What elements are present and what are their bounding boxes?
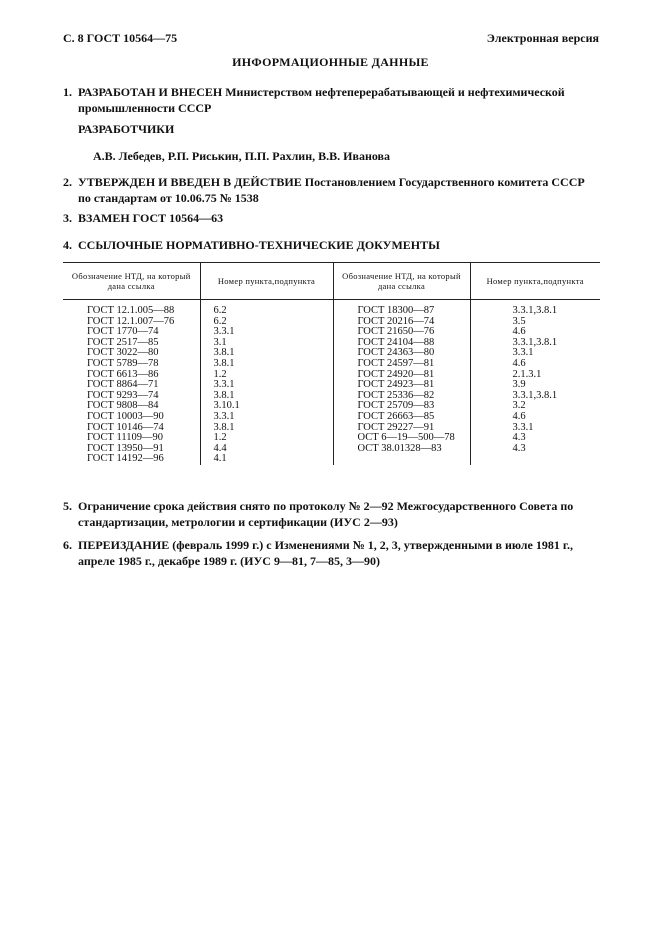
table-cell-value: ГОСТ 21650—76 <box>357 326 435 338</box>
table-cell-value: ГОСТ 26663—85 <box>357 410 435 422</box>
table-cell-value: ГОСТ 25709—83 <box>357 400 435 412</box>
header-item-right: Номер пункта,подпункта <box>470 263 600 300</box>
table-cell-value: 4.6 <box>512 326 526 338</box>
table-cell-value: 3.9 <box>512 379 526 391</box>
table-cell-value: 3.3.1,3.8.1 <box>512 336 558 348</box>
table-cell-value: 3.3.1 <box>213 326 235 338</box>
section-5 <box>63 498 599 530</box>
table-cell-value: 3.10.1 <box>213 400 240 412</box>
table-cell-value: ГОСТ 14192—96 <box>87 453 164 465</box>
table-cell-value: ГОСТ 2517—85 <box>87 336 159 348</box>
table-cell-value: ГОСТ 20216—74 <box>357 315 435 327</box>
table-cell-value: 3.8.1 <box>213 347 235 359</box>
table-cell-value: 3.8.1 <box>213 421 235 433</box>
table-cell-value: 4.1 <box>213 453 227 465</box>
right-items-cell <box>470 300 600 465</box>
section-number: 1. <box>63 85 72 99</box>
table-cell-value: ГОСТ 24923—81 <box>357 379 435 391</box>
table-cell-value: ОСТ 38.01328—83 <box>357 442 442 454</box>
table-cell-value: 2.1.3.1 <box>512 368 542 380</box>
section-text: ВЗАМЕН ГОСТ 10564—63 <box>78 211 224 225</box>
table-cell-value: 3.3.1 <box>213 410 235 422</box>
table-cell-value: ГОСТ 9293—74 <box>87 389 159 401</box>
table-cell-value: ГОСТ 18300—87 <box>357 305 435 316</box>
table-cell-value: ГОСТ 6613—86 <box>87 368 159 380</box>
table-cell-value: 4.4 <box>213 442 227 454</box>
section-number: 2. <box>63 175 72 189</box>
section-number: 6. <box>63 538 72 552</box>
left-docs-cell <box>63 300 200 465</box>
right-docs-cell <box>333 300 470 465</box>
table-cell-value: ГОСТ 24597—81 <box>357 357 435 369</box>
table-cell-value: 1.2 <box>213 368 227 380</box>
table-cell-value: ОСТ 6—19—500—78 <box>357 432 455 444</box>
table-cell-value: ГОСТ 24920—81 <box>357 368 435 380</box>
table-cell-value: 4.3 <box>512 442 526 454</box>
page-header-version: Электронная версия <box>486 31 599 45</box>
header-doc-left: Обозначение НТД, на который дана ссылка <box>63 263 200 300</box>
page-title: ИНФОРМАЦИОННЫЕ ДАННЫЕ <box>232 55 429 69</box>
table-cell-value: 3.3.1,3.8.1 <box>512 389 558 401</box>
section-text: РАЗРАБОТАН И ВНЕСЕН Министерством нефтеперерабатывающей и нефтехимической промышленности СССР <box>78 85 565 115</box>
table-cell-value: ГОСТ 10003—90 <box>87 410 164 422</box>
table-cell-value: ГОСТ 13950—91 <box>87 442 164 454</box>
developers-heading: РАЗРАБОТЧИКИ <box>78 122 175 136</box>
section-text: ССЫЛОЧНЫЕ НОРМАТИВНО-ТЕХНИЧЕСКИЕ ДОКУМЕНТЫ <box>78 238 440 252</box>
section-text: Ограничение срока действия снято по протоколу № 2—92 Межгосударственного Совета по стандартизации, метрологии и сертификации (ИУС 2—93) <box>78 499 574 529</box>
reference-documents-table <box>63 262 600 465</box>
table-cell-value: ГОСТ 12.1.007—76 <box>87 315 175 327</box>
table-cell-value: ГОСТ 5789—78 <box>87 357 159 369</box>
section-6 <box>63 537 599 569</box>
table-cell-value: 3.5 <box>512 315 526 327</box>
table-cell-value: 4.6 <box>512 410 526 422</box>
table-cell-value: ГОСТ 8864—71 <box>87 379 159 391</box>
table-cell-value: ГОСТ 25336—82 <box>357 389 435 401</box>
table-cell-value: ГОСТ 12.1.005—88 <box>87 305 175 316</box>
table-cell-value: 6.2 <box>213 305 227 316</box>
table-cell-value: ГОСТ 3022—80 <box>87 347 159 359</box>
table-cell-value: 3.8.1 <box>213 389 235 401</box>
section-2 <box>63 174 599 206</box>
section-3 <box>63 210 599 226</box>
header-doc-right: Обозначение НТД, на который дана ссылка <box>333 263 470 300</box>
header-item-left: Номер пункта,подпункта <box>200 263 333 300</box>
section-text: ПЕРЕИЗДАНИЕ (февраль 1999 г.) с Изменениями № 1, 2, 3, утвержденными в июле 1981 г., апреле 1985 г., декабре 1989 г. (ИУС 9—81, 7—85, 3—90) <box>78 538 573 568</box>
section-number: 4. <box>63 238 72 252</box>
table-cell-value: ГОСТ 11109—90 <box>87 432 164 444</box>
page-header-standard: С. 8 ГОСТ 10564—75 <box>63 31 178 45</box>
table-cell-value: ГОСТ 24363—80 <box>357 347 435 359</box>
section-text: УТВЕРЖДЕН И ВВЕДЕН В ДЕЙСТВИЕ Постановлением Государственного комитета СССР по стандартам от 10.06.75 № 1538 <box>78 175 585 205</box>
developers-list: А.В. Лебедев, Р.П. Риськин, П.П. Рахлин, В.В. Иванова <box>93 149 391 163</box>
table-cell-value: ГОСТ 29227—91 <box>357 421 435 433</box>
table-cell-value: 3.3.1 <box>512 421 534 433</box>
table-cell-value: ГОСТ 9808—84 <box>87 400 159 412</box>
section-number: 3. <box>63 211 72 225</box>
table-cell-value: ГОСТ 24104—88 <box>357 336 435 348</box>
table-cell-value: 3.1 <box>213 336 227 348</box>
table-cell-value: 3.3.1,3.8.1 <box>512 305 558 316</box>
table-cell-value: 3.2 <box>512 400 526 412</box>
table-cell-value: 3.3.1 <box>213 379 235 391</box>
left-items-cell <box>200 300 333 465</box>
table-cell-value: 3.3.1 <box>512 347 534 359</box>
table-cell-value: 6.2 <box>213 315 227 327</box>
table-cell-value: ГОСТ 10146—74 <box>87 421 164 433</box>
section-number: 5. <box>63 499 72 513</box>
section-4 <box>63 237 599 253</box>
table-cell-value: 4.3 <box>512 432 526 444</box>
table-cell-value: 1.2 <box>213 432 227 444</box>
section-1 <box>63 84 599 116</box>
table-cell-value: 4.6 <box>512 357 526 369</box>
table-cell-value: ГОСТ 1770—74 <box>87 326 159 338</box>
table-cell-value: 3.8.1 <box>213 357 235 369</box>
